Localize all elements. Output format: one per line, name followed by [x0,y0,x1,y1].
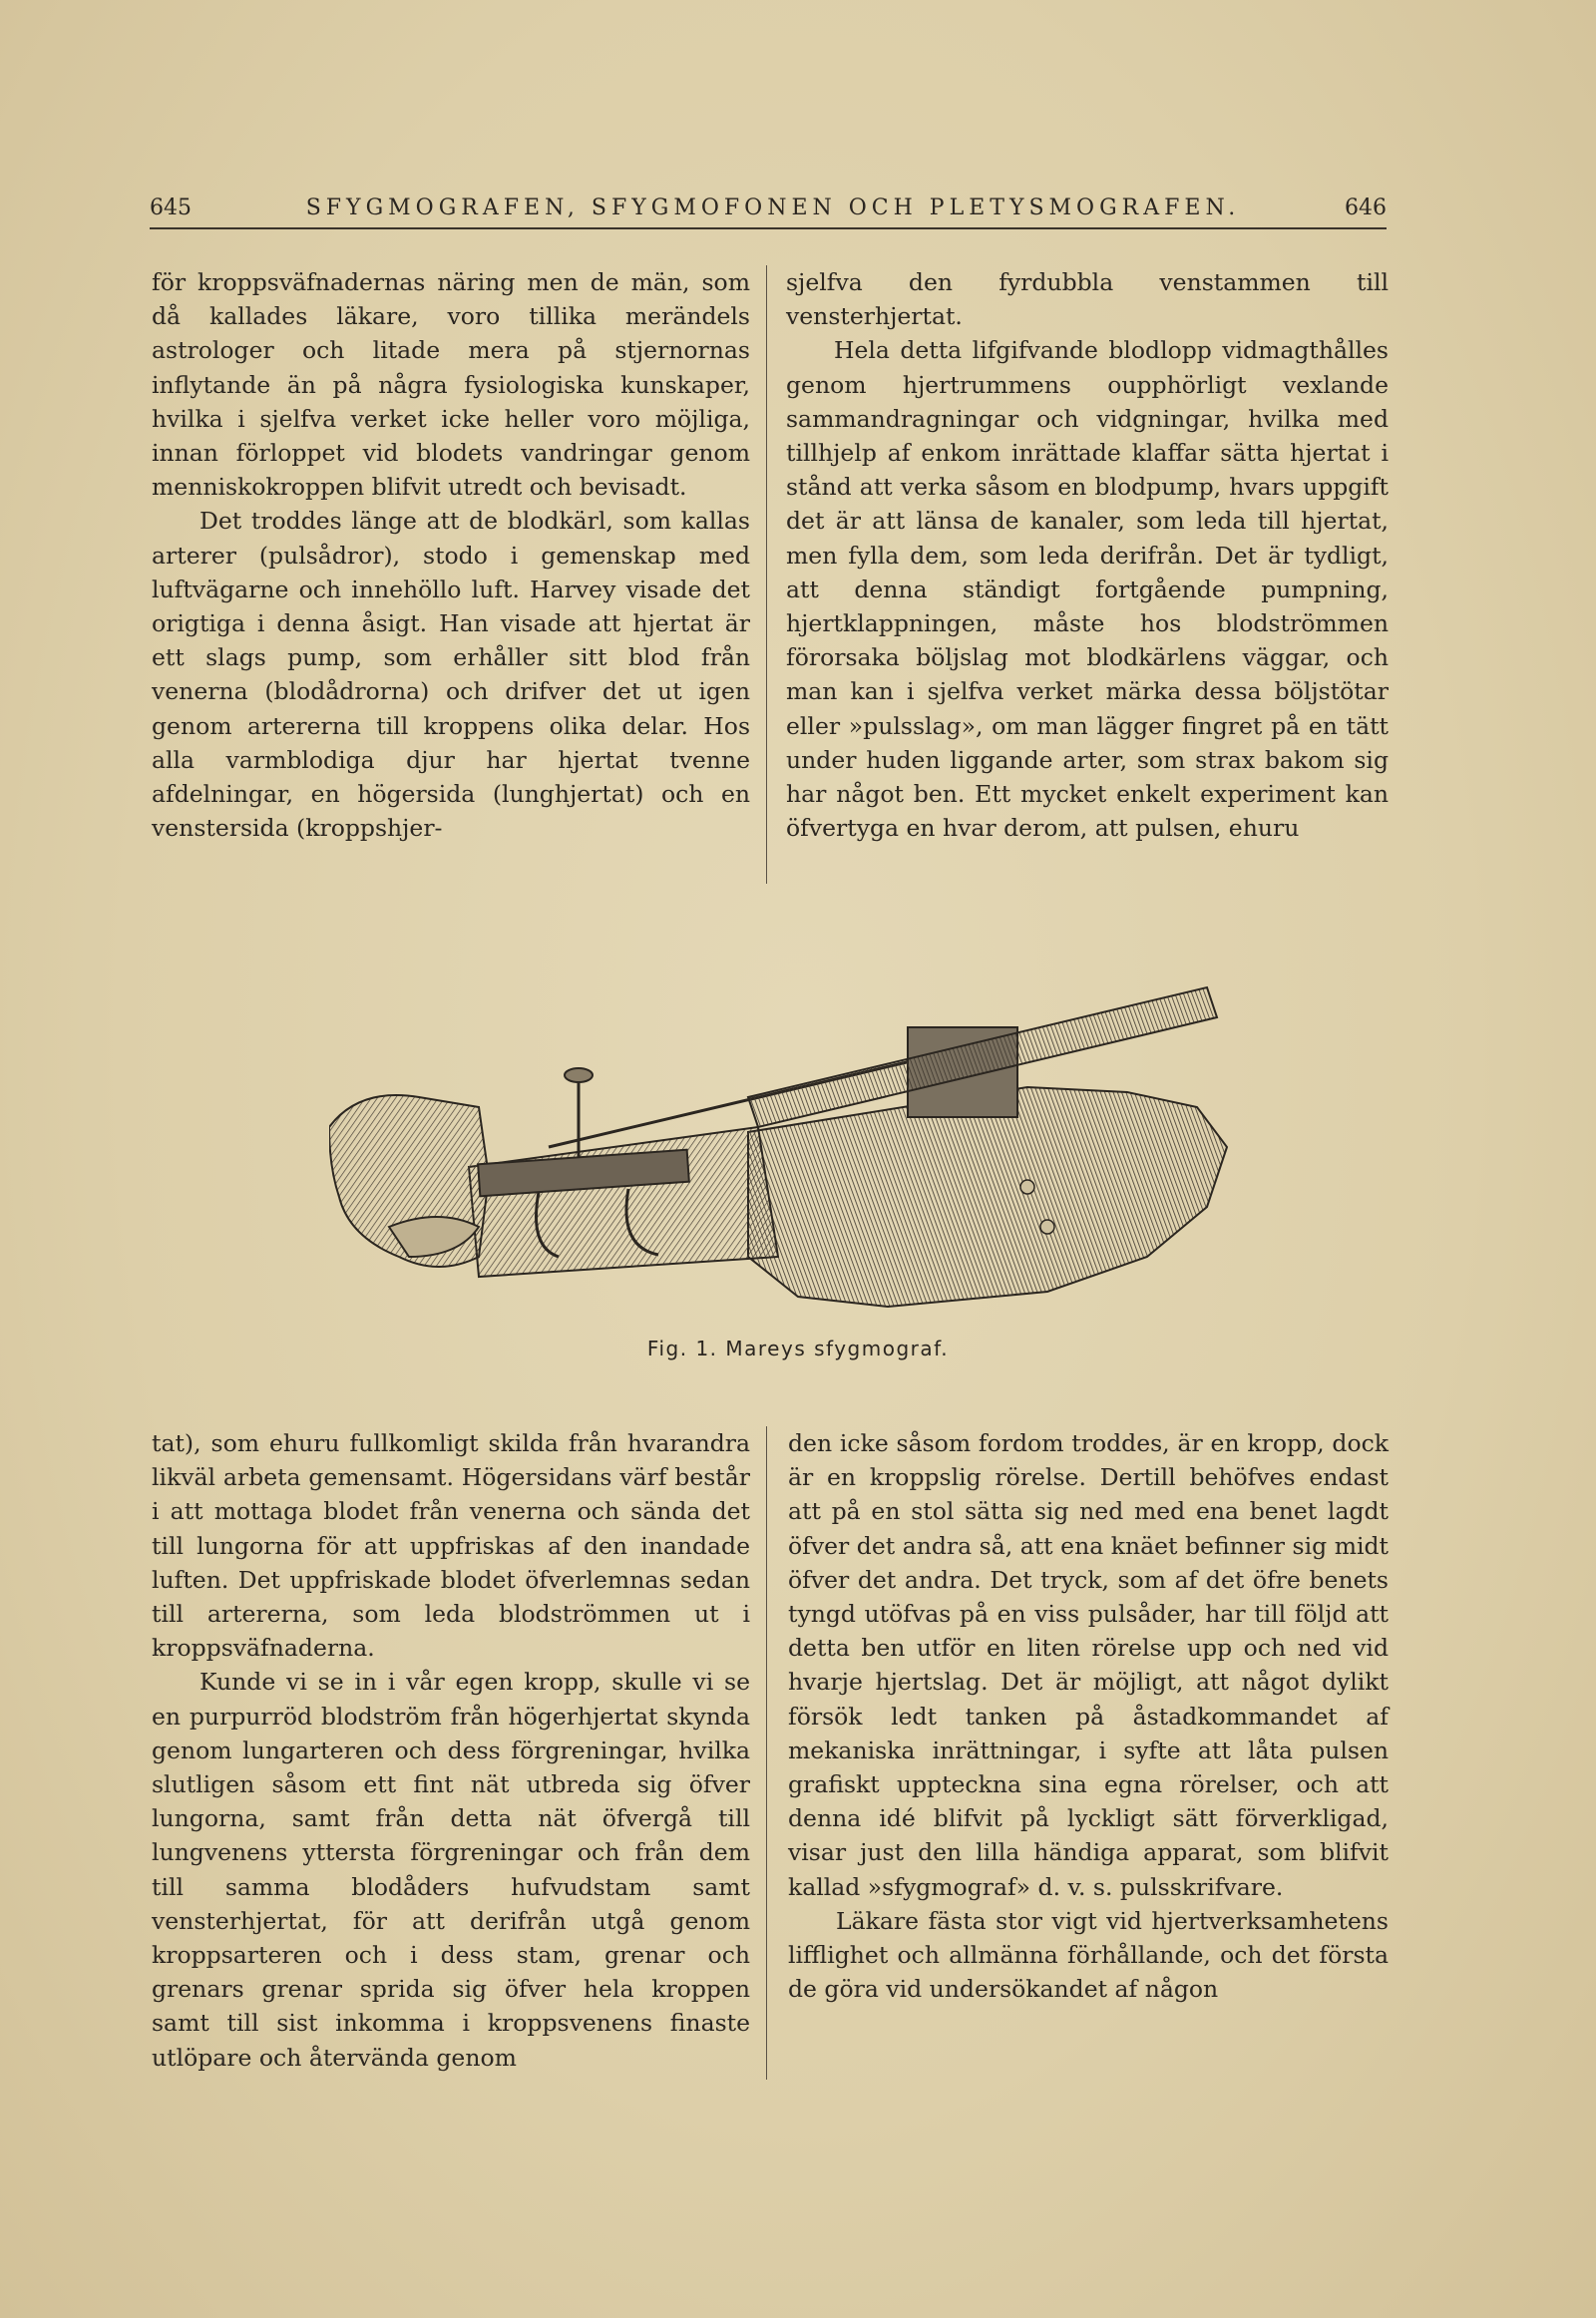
running-header [150,195,1387,231]
paragraph: Kunde vi se in i vår egen kropp, skulle vi se en purpurröd blodström från högerhjertat skynda genom lungarteren och dess förgreningar, hvilka slutligen såsom ett fint nät utbreda sig öfver lungorna, samt från detta nät öfvergå till lungvenens yttersta förgreningar och från dem till samma blodåders hufvudstam samt vensterhjertat, för att derifrån utgå genom kroppsarteren och i dess stam, grenar och grenars grenar sprida sig öfver hela kroppen samt till sist inkomma i kroppsvenens finaste utlöpare och återvända genom [152,1668,750,2072]
paragraph: för kroppsväfnadernas näring men de män, som då kallades läkare, voro tillika merändels astrologer och litade mera på stjernornas inflytande än på några fysiologiska kunskaper, hvilka i sjelfva verket icke heller voro möjliga, innan förloppet vid blodets vandringar genom menniskokroppen blifvit utredt och bevisadt. [152,268,750,502]
forearm-shape [469,1127,778,1277]
screw-head [565,1068,593,1082]
sphygmograph-illustration [329,958,1247,1337]
page-number-right: 646 [1345,195,1387,220]
paragraph: Hela detta lifgifvande blodlopp vidmagthålles genom hjertrummens oupphörligt vexlande sammandragningar och vidgningar, hvilka med tillhjelp af enkom inrättade klaffar sätta hjertat i stånd att verka såsom en blodpump, hvars uppgift det är att länsa de kanaler, som leda till hjertat, men fylla dem, som leda derifrån. Det är tydligt, att denna ständigt fortgående pumpning, hjertklappningen, måste hos blodströmmen förorsaka böljslag mot blodkärlens väggar, och man kan i sjelfva verket märka dessa böljstötar eller »pulsslag», om man lägger fingret på en tätt under huden liggande arter, som strax bakom sig har något ben. Ett mycket enkelt experiment kan öfvertyga en hvar derom, att pulsen, ehuru [786,336,1389,843]
column-top-right [786,265,1389,845]
figure-caption: Fig. 1. Mareys sfygmograf. [646,1337,950,1360]
column-bottom-left [152,1426,750,2075]
sleeve-shape [748,1087,1227,1307]
page-number-left: 645 [150,195,192,220]
paragraph: Det troddes länge att de blodkärl, som kallas arterer (pulsådror), stodo i gemenskap med luftvägarne och innehöllo luft. Harvey visade det origtiga i denna åsigt. Han visade att hjertat är ett slags pump, som erhåller sitt blod från venerna (blodådrorna) och drifver det ut igen genom artererna till kroppens olika delar. Hos alla varmblodiga djur har hjertat tvenne afdelningar, en högersida (lunghjertat) och en venstersida (kroppshjer- [152,507,750,843]
running-title: SFYGMOGRAFEN, SFYGMOFONEN OCH PLETYSMOGRAFEN. [305,195,1241,220]
paragraph: sjelfva den fyrdubbla venstammen till vensterhjertat. [786,268,1389,331]
cuff-button [1040,1220,1054,1234]
column-divider-bottom [766,1426,767,2080]
paragraph: Läkare fästa stor vigt vid hjertverksamhetens lifflighet och allmänna förhållande, och det första de göra vid undersökandet af någon [788,1906,1389,2004]
paragraph: den icke såsom fordom troddes, är en kropp, dock är en kroppslig rörelse. Dertill behöfves endast att på en stol sätta sig ned med ena benet lagdt öfver det andra så, att ena knäet befinner sig midt öfver det andra. Det tryck, som af det öfre benets tyngd utöfvas på en viss pulsåder, har till följd att detta ben utför en liten rörelse upp och ned vid hvarje hjertslag. Det är möjligt, att något dylikt försök ledt tanken på åstadkommandet af mekaniska inrättningar, i syfte att låta pulsen grafiskt uppteckna sina egna rörelser, och att denna idé blifvit på lyckligt sätt förverkligad, visar just den lilla händiga apparat, som blifvit kallad »sfygmograf» d. v. s. pulsskrifvare. [788,1429,1389,1901]
paragraph: tat), som ehuru fullkomligt skilda från hvarandra likväl arbeta gemensamt. Högersidans värf består i att mottaga blodet från venerna och sända det till lungorna för att uppfriskas af den inandade luften. Det uppfriskade blodet öfverlemnas sedan till artererna, som leda blodströmmen ut i kroppsväfnaderna. [152,1429,750,1663]
header-rule [150,227,1387,229]
column-divider-top [766,265,767,884]
cuff-button [1020,1180,1034,1194]
column-bottom-right [788,1426,1389,2006]
column-top-left [152,265,750,845]
